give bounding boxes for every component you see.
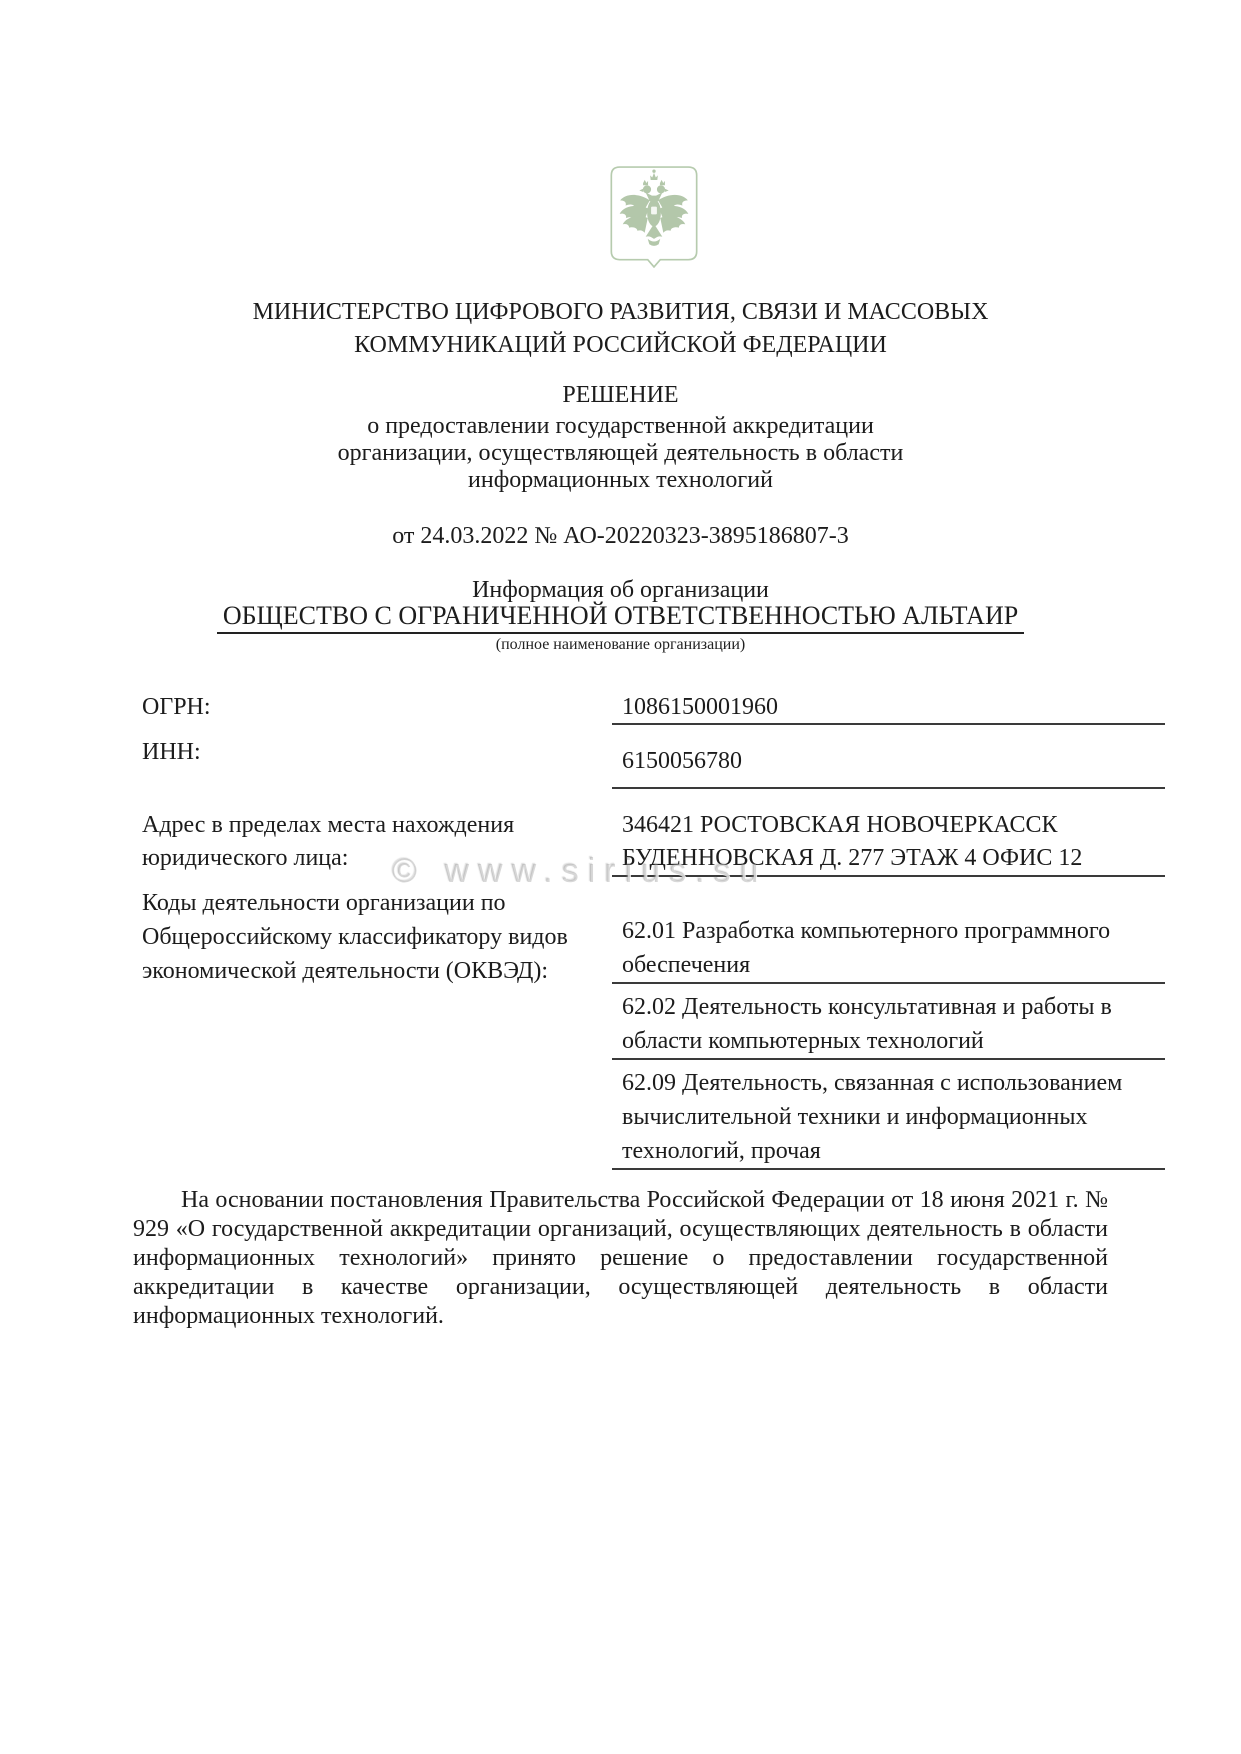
decision-subtitle-line-3: информационных технологий [468,467,773,493]
address-line-1: 346421 РОСТОВСКАЯ НОВОЧЕРКАССК [622,812,1058,838]
okved-6201-line-1: 62.01 Разработка компьютерного программного [622,918,1111,944]
okved-6209-line-2: вычислительной техники и информационных [622,1104,1088,1130]
decision-body-paragraph: На основании постановления Правительства Российской Федерации от 18 июня 2021 г. № 929 «О государственной аккредитации организаций, осуществляющих деятельность в области информационных технологий» принято решение о предоставлении государственной аккредитации в качестве организации, осуществляющей деятельность в области информационных технологий. [133,1187,1108,1329]
ministry-title [0,296,1241,362]
okved-6209-line-3: технологий, прочая [612,1134,1165,1170]
okved-entry-6202 [612,990,1165,1060]
decision-date-number: от 24.03.2022 № АО-20220323-3895186807-3 [392,523,849,549]
okved-6202-line-1: 62.02 Деятельность консультативная и работы в [622,994,1112,1020]
okved-entry-6209 [612,1066,1165,1170]
decision-subtitle-line-2: организации, осуществляющей деятельность в области [337,440,904,466]
okved-6202-line-2: области компьютерных технологий [612,1024,1165,1060]
okved-values [612,914,1165,1176]
address-line-2: БУДЕННОВСКАЯ Д. 277 ЭТАЖ 4 ОФИС 12 [612,842,1165,877]
okved-entry-6201 [612,914,1165,984]
inn-label: ИНН: [142,739,201,765]
decision-title: РЕШЕНИЕ [562,382,679,408]
sirius-watermark: © www.sirius.su [392,852,768,890]
org-info-heading: Информация об организации [472,577,769,603]
org-name-caption: (полное наименование организации) [495,636,746,653]
org-name [0,601,1241,634]
coat-of-arms-icon [610,166,698,268]
ogrn-value: 1086150001960 [612,694,1165,725]
okved-label: Коды деятельности организации по Общероссийскому классификатору видов экономической деятельности (ОКВЭД): [142,890,568,984]
ministry-title-text: МИНИСТЕРСТВО ЦИФРОВОГО РАЗВИТИЯ, СВЯЗИ И МАССОВЫХ КОММУНИКАЦИЙ РОССИЙСКОЙ ФЕДЕРАЦИИ [252,299,989,358]
org-name-text: ОБЩЕСТВО С ОГРАНИЧЕННОЙ ОТВЕТСТВЕННОСТЬЮ АЛЬТАИР [217,601,1024,634]
address-label: Адрес в пределах места нахождения юридического лица: [142,812,515,871]
inn-value: 6150056780 [612,748,1165,789]
ogrn-label: ОГРН: [142,694,211,720]
decision-subtitle-line-1: о предоставлении государственной аккредитации [367,413,874,439]
decision-subtitle [0,413,1241,494]
okved-6201-line-2: обеспечения [612,948,1165,984]
okved-6209-line-1: 62.09 Деятельность, связанная с использованием [622,1070,1123,1096]
